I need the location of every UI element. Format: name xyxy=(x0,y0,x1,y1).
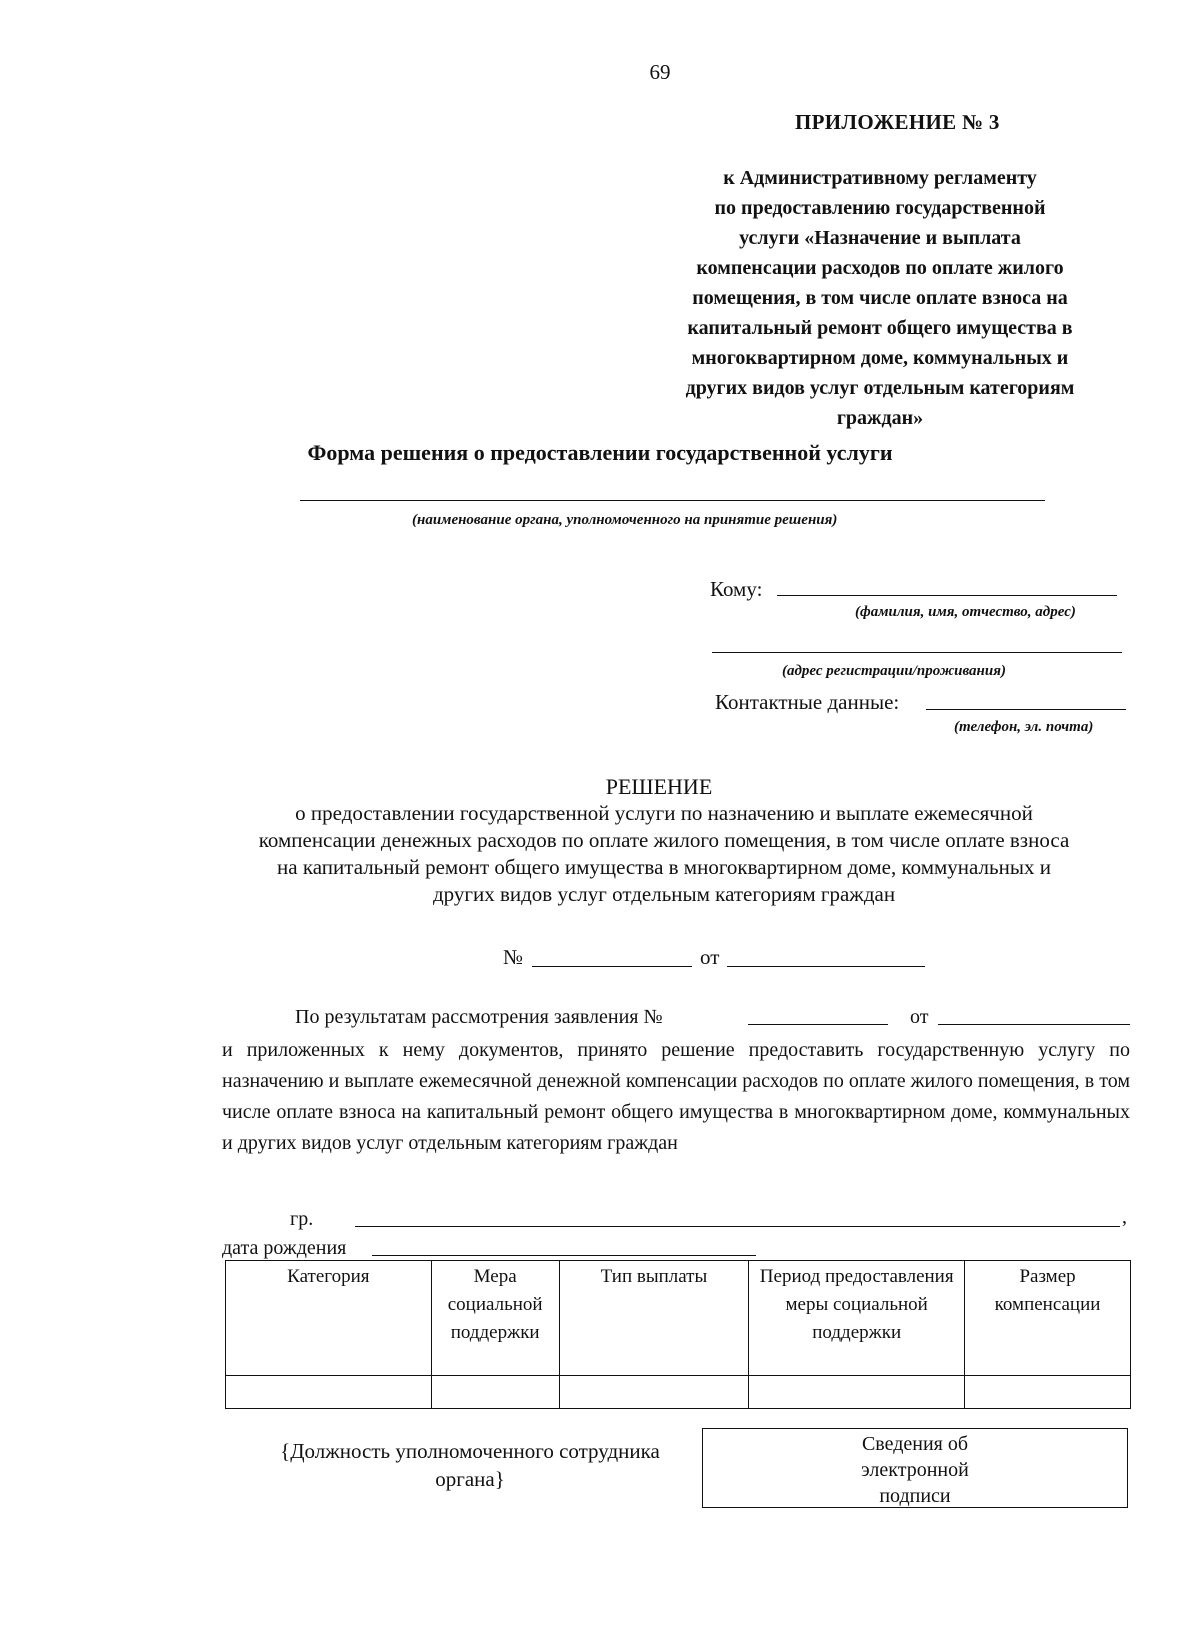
appendix-subtitle-line: капитальный ремонт общего имущества в xyxy=(687,317,1073,339)
table-row xyxy=(226,1376,1131,1409)
appendix-subtitle-line: компенсации расходов по оплате жилого xyxy=(696,257,1064,279)
appendix-subtitle-line: граждан» xyxy=(836,407,924,429)
officer-position-label: {Должность уполномоченного сотрудника органа} xyxy=(280,1439,660,1491)
recipient-address-caption: (адрес регистрации/проживания) xyxy=(782,663,1006,679)
appendix-subtitle-line: помещения, в том числе оплате взноса на xyxy=(692,287,1068,309)
contact-caption: (телефон, эл. почта) xyxy=(954,719,1094,735)
authority-caption: (наименование органа, уполномоченного на принятие решения) xyxy=(412,512,838,528)
application-date-field[interactable] xyxy=(938,1024,1130,1025)
decision-line: других видов услуг отдельным категориям граждан xyxy=(432,882,896,906)
authority-name-field[interactable] xyxy=(300,500,1045,501)
citizen-comma: , xyxy=(1122,1206,1127,1228)
citizen-label: гр. xyxy=(290,1208,314,1230)
application-intro: По результатам рассмотрения заявления № xyxy=(295,1006,663,1028)
table-cell[interactable] xyxy=(559,1376,749,1409)
header-support-measure: Мера социальной поддержки xyxy=(431,1261,559,1376)
header-payment-type: Тип выплаты xyxy=(559,1261,749,1376)
header-period: Период предоставления меры социальной поддержки xyxy=(749,1261,965,1376)
appendix-subtitle-line: по предоставлению государственной xyxy=(714,197,1046,219)
appendix-subtitle-line: многоквартирном доме, коммунальных и xyxy=(691,347,1069,369)
form-title: Форма решения о предоставлении государственной услуги xyxy=(307,440,893,465)
application-number-field[interactable] xyxy=(748,1024,888,1025)
contact-field[interactable] xyxy=(926,709,1126,710)
table-header-row xyxy=(226,1261,1131,1376)
table-cell[interactable] xyxy=(965,1376,1131,1409)
decision-date-field[interactable] xyxy=(727,966,925,967)
birth-date-field[interactable] xyxy=(372,1255,756,1256)
appendix-subtitle-line: других видов услуг отдельным категориям xyxy=(685,377,1075,399)
table-cell[interactable] xyxy=(431,1376,559,1409)
citizen-name-field[interactable] xyxy=(355,1226,1120,1227)
header-category: Категория xyxy=(226,1261,432,1376)
decision-number-field[interactable] xyxy=(532,966,692,967)
application-date-label: от xyxy=(910,1006,929,1028)
decision-line: о предоставлении государственной услуги по назначению и выплате ежемесячной xyxy=(295,801,1033,825)
appendix-subtitle-line: к Административному регламенту xyxy=(723,167,1037,189)
recipient-name-field[interactable] xyxy=(777,595,1117,596)
decision-title: РЕШЕНИЕ xyxy=(605,774,713,799)
e-signature-text: Сведения об электронной подписи xyxy=(861,1433,969,1507)
page-number: 69 xyxy=(649,60,671,84)
decision-date-label: от xyxy=(700,945,720,969)
appendix-subtitle-line: услуги «Назначение и выплата xyxy=(739,227,1021,249)
e-signature-box xyxy=(702,1428,1128,1508)
to-label: Кому: xyxy=(710,577,763,601)
contact-label: Контактные данные: xyxy=(715,690,900,714)
recipient-address-field[interactable] xyxy=(712,652,1122,653)
table-cell[interactable] xyxy=(749,1376,965,1409)
decision-heading xyxy=(200,773,1128,908)
table-cell[interactable] xyxy=(226,1376,432,1409)
decision-line: на капитальный ремонт общего имущества в многоквартирном доме, коммунальных и xyxy=(277,855,1051,879)
body-paragraph: и приложенных к нему документов, принято решение предоставить государственную услугу по назначению и выплате ежемесячной денежной компенсации расходов по оплате жилого помещения, в том числе оплате взноса на капитальный ремонт общего имущества в многоквартирном доме, коммунальных и других видов услуг отдельным категориям граждан xyxy=(222,1039,1130,1154)
decision-number-label: № xyxy=(503,945,524,969)
header-amount: Размер компенсации xyxy=(965,1261,1131,1376)
benefit-table xyxy=(225,1260,1131,1409)
birth-date-label: дата рождения xyxy=(222,1237,347,1259)
appendix-title: ПРИЛОЖЕНИЕ № 3 xyxy=(795,110,1000,134)
appendix-subtitle xyxy=(640,163,1120,433)
decision-line: компенсации денежных расходов по оплате жилого помещения, в том числе оплате взноса xyxy=(258,828,1070,852)
recipient-name-caption: (фамилия, имя, отчество, адрес) xyxy=(855,604,1076,620)
